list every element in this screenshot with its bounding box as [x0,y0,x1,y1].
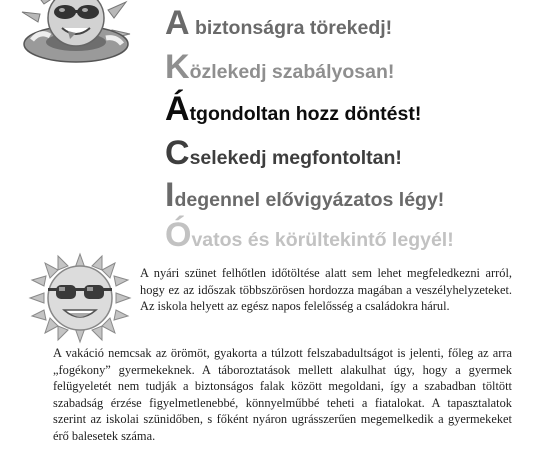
paragraph-vacation: A vakáció nemcsak az örömöt, gyakorta a túlzott felszabadultságot is jelenti, főleg az arra „fogékony” gyermekeknek. A táboroztatások mellett alakulhat úgy, hogy a gyermek felügyeletét nem tudják a biztonságos falak között megoldani, így a szabadban töltött szabadság érzése figyelmetlenebbé, könnyelműbbé teheti a fiatalokat. A tapasztalatok szerint az iskolai szünidőben, s főként nyáron ugrásszerűen megemelkedik a gyermekeket érő balesetek száma. [53,346,512,443]
acrostic-initial: Á [165,90,190,128]
acrostic-initial: K [165,48,190,86]
acrostic-line-k [165,50,394,84]
acrostic-initial: C [165,134,190,172]
acrostic-text: vatos és körültekintő legyél! [191,229,454,251]
paragraph-intro: A nyári szünet felhőtlen időtöltése alatt sem lehet megfeledkezni arról, hogy ez az időszak többszörösen hordozza magában a veszélyhelyzeteket. Az iskola helyett az egész napos felelősség a családokra hárul. [140,266,512,314]
acrostic-text: özlekedj szabályosan! [189,61,395,83]
acrostic-initial: I [165,176,175,214]
acrostic-line-oo [165,218,454,252]
acrostic-line-aa [165,92,421,126]
sun-swim-ring-illustration [18,0,138,68]
acrostic-line-i [165,178,444,212]
acrostic-text: biztonságra törekedj! [189,17,393,39]
acrostic-initial: Ó [165,216,192,254]
acrostic-line-a [165,6,392,40]
acrostic-line-c [165,136,402,170]
acrostic-initial: A [165,4,190,42]
acrostic-text: degennel elővigyázatos légy! [174,189,445,211]
sun-sunglasses-illustration [28,252,132,344]
acrostic-text: tgondoltan hozz döntést! [189,103,422,125]
acrostic-text: selekedj megfontoltan! [189,147,402,169]
